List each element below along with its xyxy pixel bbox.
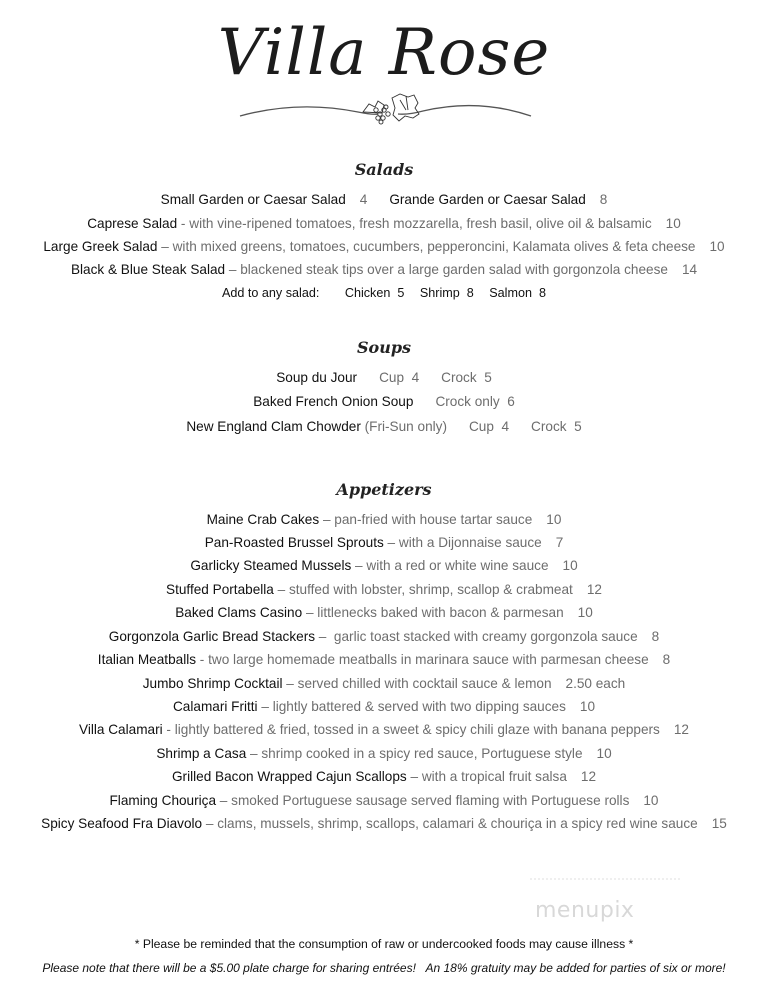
menu-item bbox=[0, 651, 768, 669]
item-separator: – bbox=[246, 746, 262, 761]
item-price: 14 bbox=[681, 262, 698, 277]
soup-option: Cup 4 bbox=[379, 370, 420, 385]
item-separator: - bbox=[196, 652, 209, 667]
soup-option: Crock 5 bbox=[441, 370, 492, 385]
item-description: garlic toast stacked with creamy gorgonzola sauce bbox=[333, 629, 638, 644]
item-name: Spicy Seafood Fra Diavolo bbox=[41, 816, 203, 831]
item-description: with vine-ripened tomatoes, fresh mozzarella, fresh basil, olive oil & balsamic bbox=[189, 216, 652, 231]
addon-name: Chicken bbox=[344, 286, 391, 300]
item-description: clams, mussels, shrimp, scallops, calamari & chouriça in a spicy red wine sauce bbox=[217, 816, 698, 831]
item-description: two large homemade meatballs in marinara sauce with parmesan cheese bbox=[208, 652, 649, 667]
item-separator: - bbox=[162, 722, 175, 737]
item-price: 4 bbox=[359, 192, 368, 207]
item-price: 7 bbox=[555, 535, 564, 550]
item-separator: – bbox=[302, 605, 318, 620]
item-description: with a red or white wine sauce bbox=[366, 558, 549, 573]
salad-addons bbox=[0, 284, 768, 302]
item-name: Large Greek Salad bbox=[43, 239, 158, 254]
item-name: Villa Calamari bbox=[79, 722, 163, 737]
item-name: Garlicky Steamed Mussels bbox=[190, 558, 352, 573]
menu-item bbox=[0, 534, 768, 552]
menu-item bbox=[0, 261, 768, 279]
menu-item bbox=[0, 675, 768, 693]
soup-option: Crock only 6 bbox=[435, 394, 515, 409]
item-name: Shrimp a Casa bbox=[156, 746, 247, 761]
item-description: with a tropical fruit salsa bbox=[421, 769, 567, 784]
item-separator: – bbox=[383, 535, 399, 550]
soup-item bbox=[0, 369, 768, 387]
item-price: 12 bbox=[580, 769, 597, 784]
item-separator: – bbox=[319, 512, 335, 527]
soup-option: Crock 5 bbox=[531, 419, 582, 434]
item-price: 10 bbox=[709, 239, 725, 254]
item-separator: – bbox=[282, 676, 298, 691]
item-price: 10 bbox=[577, 605, 593, 620]
soup-option: Cup 4 bbox=[468, 419, 510, 434]
item-separator: – bbox=[202, 816, 218, 831]
item-name: Jumbo Shrimp Cocktail bbox=[142, 676, 283, 691]
item-separator: – bbox=[315, 629, 334, 644]
menu-item bbox=[0, 581, 768, 599]
item-price: 10 bbox=[665, 216, 681, 231]
item-separator: - bbox=[177, 216, 190, 231]
item-separator: – bbox=[225, 262, 241, 277]
item-separator: – bbox=[257, 699, 273, 714]
item-price: 10 bbox=[562, 558, 578, 573]
menu-item bbox=[0, 557, 768, 575]
item-price: 8 bbox=[651, 629, 660, 644]
item-description: served chilled with cocktail sauce & lemon bbox=[297, 676, 552, 691]
menu-item bbox=[0, 698, 768, 716]
item-description: with a Dijonnaise sauce bbox=[398, 535, 542, 550]
item-price: 15 bbox=[711, 816, 727, 831]
menu-item bbox=[0, 792, 768, 810]
section-heading-appetizers: Appetizers bbox=[336, 480, 432, 499]
item-name: Pan-Roasted Brussel Sprouts bbox=[204, 535, 384, 550]
item-name: Calamari Fritti bbox=[172, 699, 258, 714]
menu-item bbox=[0, 815, 768, 833]
item-note: (Fri-Sun only) bbox=[364, 419, 447, 434]
item-description: smoked Portuguese sausage served flaming with Portuguese rolls bbox=[231, 793, 630, 808]
item-name: New England Clam Chowder bbox=[186, 419, 361, 434]
health-notice: * Please be reminded that the consumption of raw or undercooked foods may cause illness * bbox=[134, 937, 634, 951]
item-name: Italian Meatballs bbox=[97, 652, 197, 667]
item-separator: – bbox=[273, 582, 289, 597]
item-description: blackened steak tips over a large garden salad with gorgonzola cheese bbox=[240, 262, 668, 277]
addon-name: Salmon bbox=[489, 286, 532, 300]
item-price: 10 bbox=[643, 793, 659, 808]
item-separator: – bbox=[157, 239, 173, 254]
item-name: Caprese Salad bbox=[87, 216, 178, 231]
soup-item bbox=[0, 393, 768, 411]
grapevine-flourish-icon bbox=[238, 86, 533, 126]
addon-price: 5 bbox=[397, 286, 405, 300]
item-price: 10 bbox=[579, 699, 596, 714]
item-price: 12 bbox=[586, 582, 602, 597]
menu-item bbox=[0, 745, 768, 763]
item-name: Black & Blue Steak Salad bbox=[70, 262, 226, 277]
addon-price: 8 bbox=[538, 286, 546, 300]
watermark: menupix bbox=[535, 898, 635, 923]
section-heading-soups: Soups bbox=[356, 338, 412, 357]
restaurant-title: Villa Rose bbox=[217, 16, 551, 90]
item-description: littlenecks baked with bacon & parmesan bbox=[317, 605, 564, 620]
item-name: Baked Clams Casino bbox=[175, 605, 303, 620]
item-name: Grilled Bacon Wrapped Cajun Scallops bbox=[171, 769, 407, 784]
item-separator: – bbox=[406, 769, 422, 784]
item-separator: – bbox=[351, 558, 367, 573]
addon-price: 8 bbox=[466, 286, 474, 300]
menu-item bbox=[0, 215, 768, 233]
section-heading-salads: Salads bbox=[354, 160, 414, 179]
item-name: Soup du Jour bbox=[276, 370, 358, 385]
item-description: pan-fried with house tartar sauce bbox=[334, 512, 533, 527]
item-name: Grande Garden or Caesar Salad bbox=[389, 192, 586, 207]
addon-name: Shrimp bbox=[419, 286, 460, 300]
item-price: 8 bbox=[599, 192, 608, 207]
item-name: Gorgonzola Garlic Bread Stackers bbox=[108, 629, 316, 644]
menu-item bbox=[0, 628, 768, 646]
item-description: lightly battered & fried, tossed in a sweet & spicy chili glaze with banana peppers bbox=[174, 722, 660, 737]
item-name: Flaming Chouriça bbox=[109, 793, 217, 808]
addons-label: Add to any salad: bbox=[222, 286, 320, 300]
item-price: 8 bbox=[662, 652, 671, 667]
menu-item bbox=[0, 604, 768, 622]
item-description: stuffed with lobster, shrimp, scallop & crabmeat bbox=[288, 582, 573, 597]
watermark-decoration bbox=[530, 878, 680, 886]
menu-item bbox=[0, 721, 768, 739]
salad-combo-row bbox=[0, 191, 768, 209]
item-description: lightly battered & served with two dipping sauces bbox=[272, 699, 566, 714]
item-price: 12 bbox=[673, 722, 689, 737]
item-price: 2.50 each bbox=[565, 676, 626, 691]
soup-item bbox=[0, 418, 768, 436]
item-separator: – bbox=[216, 793, 232, 808]
item-name: Baked French Onion Soup bbox=[253, 394, 414, 409]
item-name: Small Garden or Caesar Salad bbox=[160, 192, 346, 207]
item-description: with mixed greens, tomatoes, cucumbers, pepperoncini, Kalamata olives & feta cheese bbox=[172, 239, 696, 254]
item-description: shrimp cooked in a spicy red sauce, Portuguese style bbox=[261, 746, 583, 761]
item-price: 10 bbox=[546, 512, 562, 527]
item-name: Stuffed Portabella bbox=[166, 582, 274, 597]
item-price: 10 bbox=[596, 746, 612, 761]
menu-item bbox=[0, 511, 768, 529]
policy-notice: Please note that there will be a $5.00 plate charge for sharing entrées! An 18% gratuity may be added for parties of six or more! bbox=[42, 961, 726, 975]
menu-item bbox=[0, 238, 768, 256]
menu-item bbox=[0, 768, 768, 786]
item-name: Maine Crab Cakes bbox=[206, 512, 320, 527]
